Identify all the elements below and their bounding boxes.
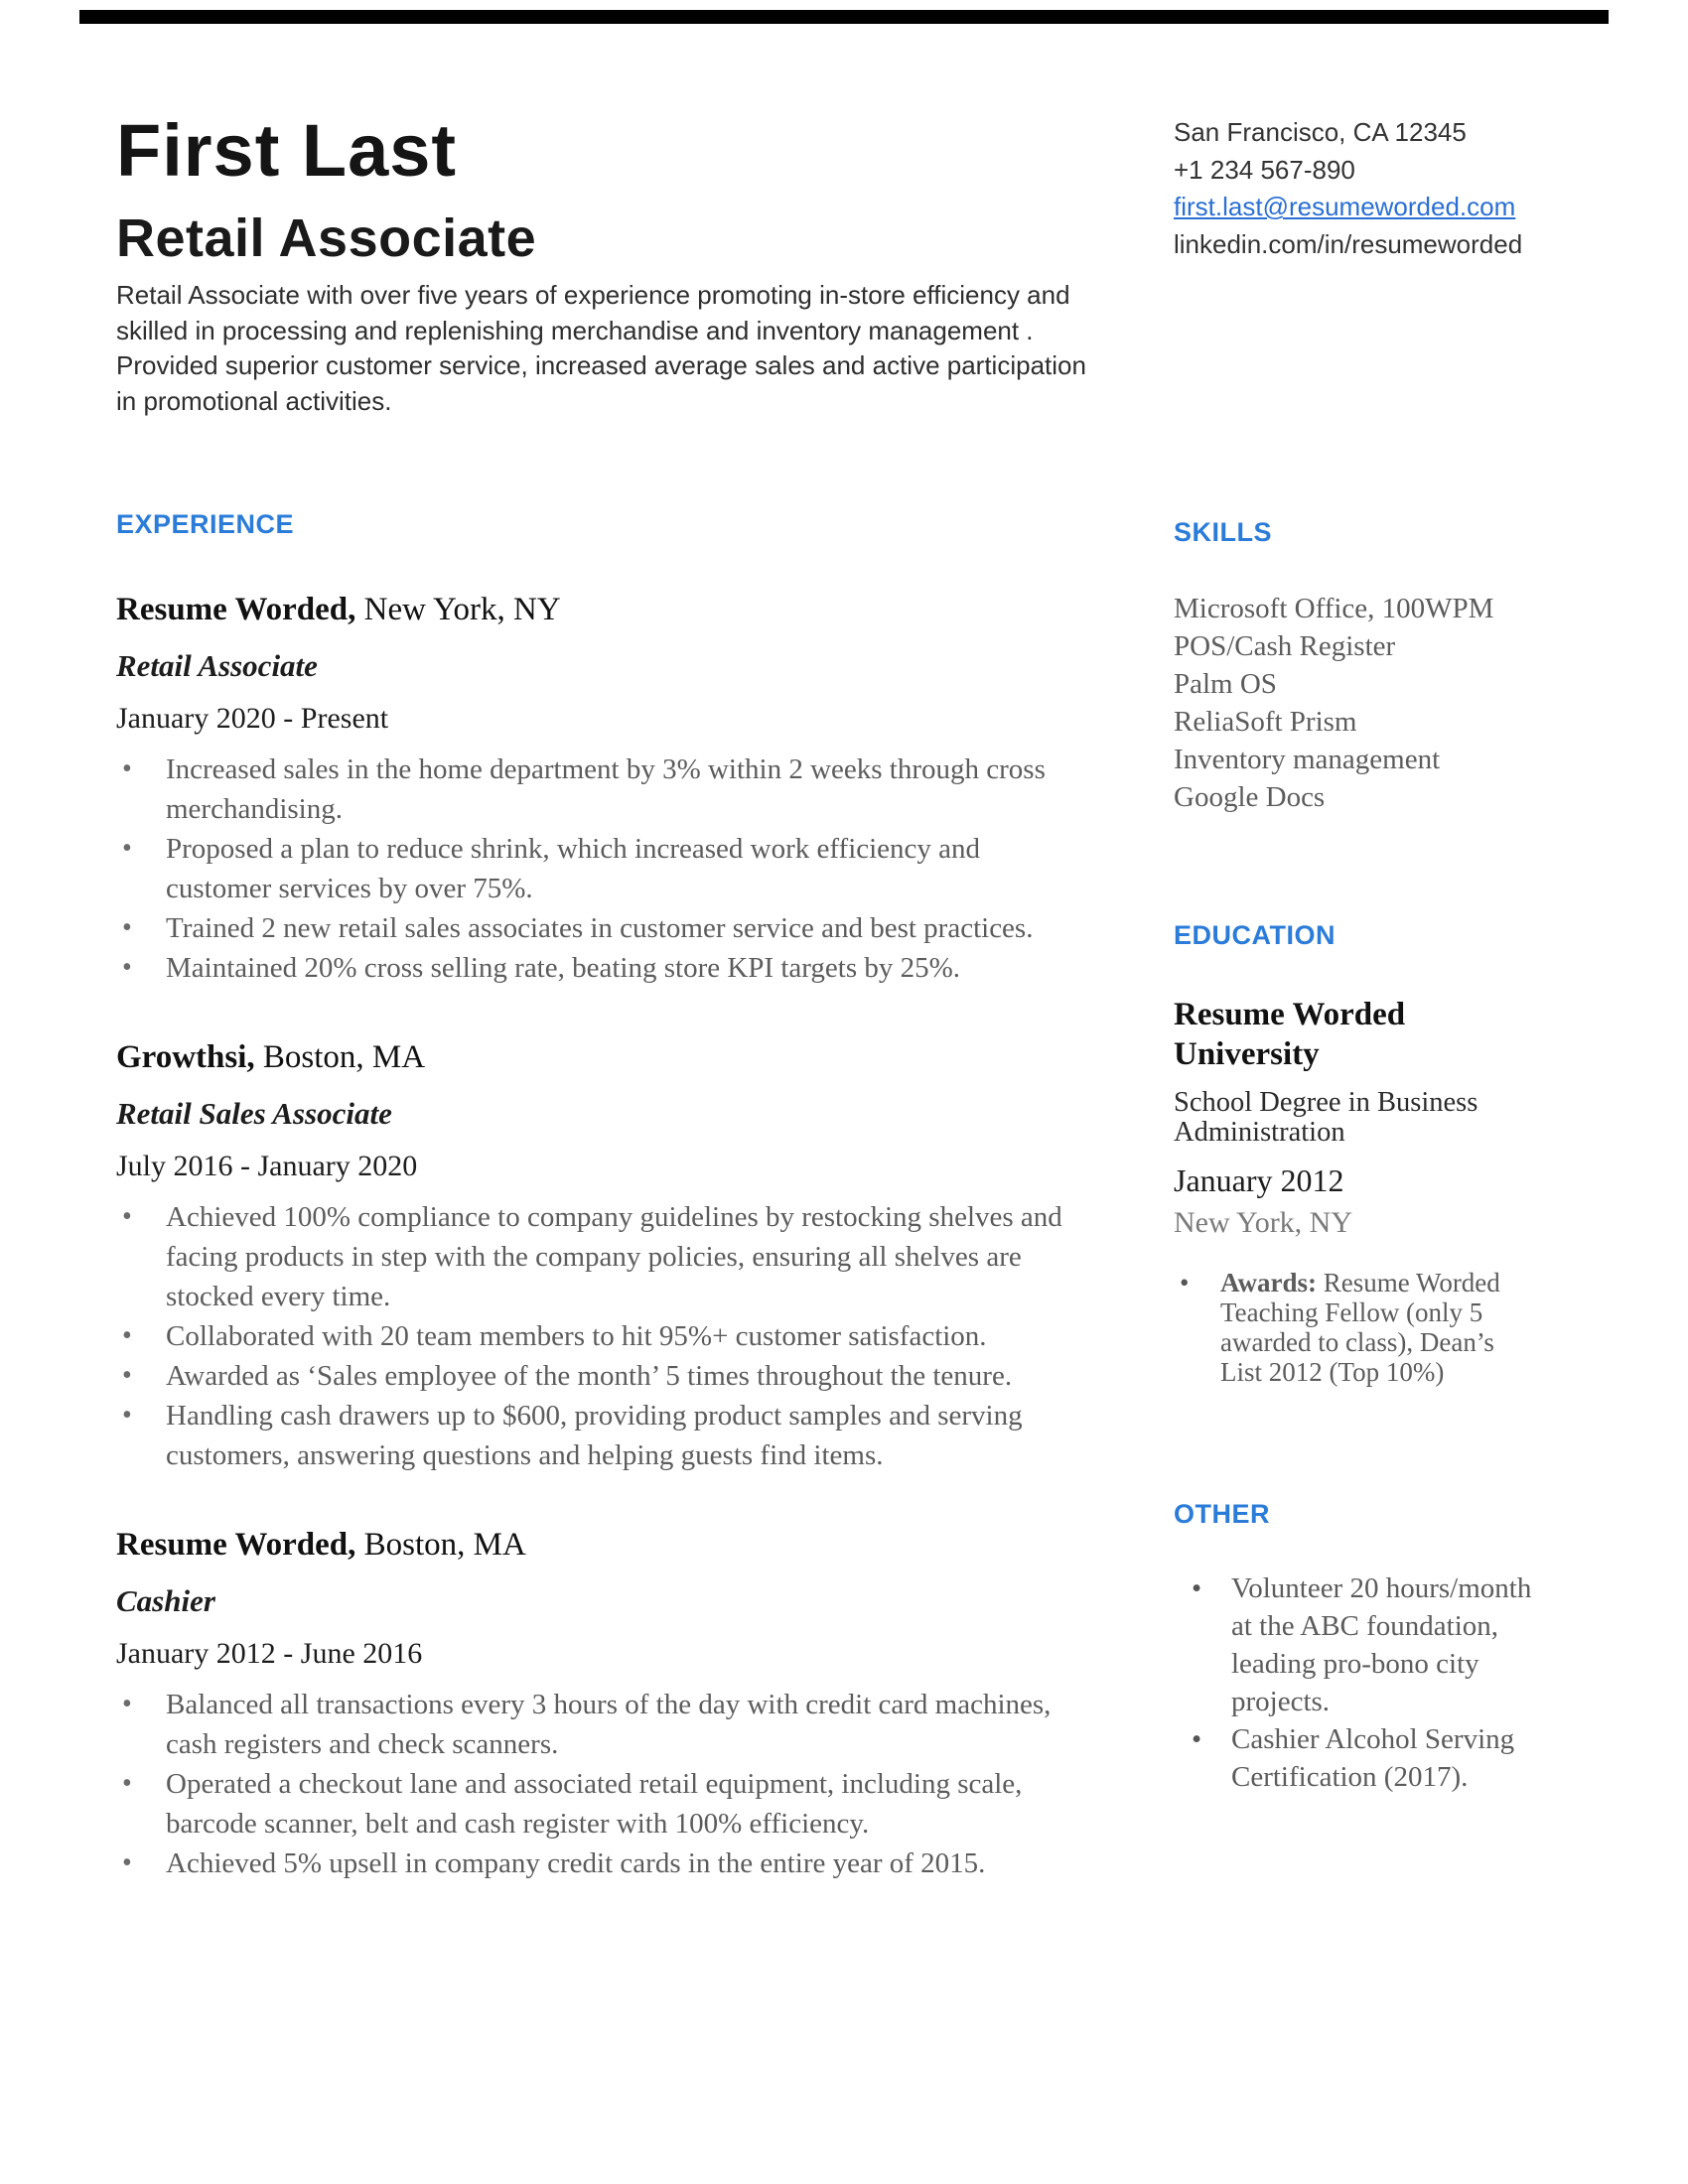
job-bullet-list: [116, 1197, 1089, 1475]
job-dates: July 2016 - January 2020: [116, 1150, 418, 1182]
award-text: Resume Worded Teaching Fellow (only 5 awarded to class), Dean’s List 2012 (Top 10%): [1220, 1268, 1500, 1387]
top-border-rule: [79, 10, 1609, 24]
skill-item: POS/Cash Register: [1174, 630, 1396, 662]
contact-location: San Francisco, CA 12345: [1174, 117, 1467, 147]
education-award: [1174, 1268, 1501, 1387]
skill-item: Google Docs: [1174, 781, 1326, 813]
job-bullet-list: [116, 1685, 1089, 1883]
education-heading: EDUCATION: [1174, 920, 1336, 950]
contact-block: [1174, 114, 1614, 419]
education-school: Resume Worded University: [1174, 997, 1406, 1072]
skill-item: Palm OS: [1174, 668, 1277, 700]
job-company-line: [116, 1037, 1089, 1078]
job-role: Cashier: [116, 1583, 215, 1618]
job-block: [116, 1525, 1089, 1883]
experience-heading: EXPERIENCE: [116, 509, 295, 539]
company-name: Resume Worded,: [116, 1527, 356, 1563]
header-left: [116, 109, 1109, 419]
award-label: Awards:: [1220, 1268, 1317, 1297]
company-location: Boston, MA: [262, 1039, 426, 1075]
education-awards-list: [1174, 1268, 1614, 1387]
job-bullet: • Operated a checkout lane and associated retail equipment, including scale, barcode scanner, belt and cash register with 100% efficiency.: [116, 1764, 1089, 1843]
contact-phone: +1 234 567-890: [1174, 154, 1355, 185]
job-bullet: • Achieved 100% compliance to company guidelines by restocking shelves and facing products in step with the company policies, ensuring all shelves are stocked every time.: [116, 1197, 1089, 1316]
skills-list: [1174, 590, 1614, 816]
job-bullet: • Handling cash drawers up to $600, providing product samples and serving customers, answering questions and helping guests find items.: [116, 1396, 1089, 1475]
education-degree: School Degree in Business Administration: [1174, 1087, 1478, 1148]
job-block: [116, 1037, 1089, 1475]
job-dates: January 2020 - Present: [116, 702, 389, 735]
job-bullet: • Proposed a plan to reduce shrink, which increased work efficiency and customer services by over 75%.: [116, 829, 1089, 908]
job-bullet: • Trained 2 new retail sales associates in customer service and best practices.: [116, 908, 1089, 948]
job-role: Retail Associate: [116, 648, 318, 683]
candidate-name: First Last: [116, 109, 458, 192]
experience-column: [116, 508, 1089, 1883]
contact-linkedin: linkedin.com/in/resumeworded: [1174, 228, 1523, 259]
summary-paragraph: Retail Associate with over five years of experience promoting in-store efficiency and skilled in processing and replenishing merchandise and inventory management . Provided superior customer service, increased average sales and active participation in promotional activities.: [116, 280, 1086, 416]
header: [116, 0, 1614, 419]
email-link[interactable]: first.last@resumeworded.com: [1174, 192, 1516, 221]
skills-heading: SKILLS: [1174, 517, 1273, 547]
skill-item: Microsoft Office, 100WPM: [1174, 593, 1494, 624]
job-bullet: • Achieved 5% upsell in company credit cards in the entire year of 2015.: [116, 1843, 1089, 1883]
job-company-line: [116, 1525, 1089, 1566]
company-name: Resume Worded,: [116, 592, 356, 627]
job-dates: January 2012 - June 2016: [116, 1637, 423, 1670]
job-bullet: • Maintained 20% cross selling rate, beating store KPI targets by 25%.: [116, 948, 1089, 988]
job-company-line: [116, 590, 1089, 630]
other-list: [1174, 1570, 1614, 1796]
other-item: • Volunteer 20 hours/month at the ABC foundation, leading pro-bono city projects.: [1174, 1570, 1539, 1720]
job-bullet: • Collaborated with 20 team members to hit 95%+ customer satisfaction.: [116, 1316, 1089, 1356]
main-columns: [116, 508, 1614, 1883]
company-location: Boston, MA: [363, 1527, 526, 1563]
education-location: New York, NY: [1174, 1206, 1353, 1239]
job-bullet: • Balanced all transactions every 3 hours of the day with credit card machines, cash registers and check scanners.: [116, 1685, 1089, 1764]
contact-email-line: [1174, 189, 1614, 226]
job-bullet: • Awarded as ‘Sales employee of the month’ 5 times throughout the tenure.: [116, 1356, 1089, 1396]
other-item: • Cashier Alcohol Serving Certification (2017).: [1174, 1720, 1539, 1796]
job-block: [116, 590, 1089, 988]
job-role: Retail Sales Associate: [116, 1096, 392, 1131]
skill-item: ReliaSoft Prism: [1174, 706, 1357, 738]
job-bullet-list: [116, 750, 1089, 988]
company-name: Growthsi,: [116, 1039, 255, 1075]
job-bullet: • Increased sales in the home department by 3% within 2 weeks through cross merchandising.: [116, 750, 1089, 829]
candidate-title: Retail Associate: [116, 208, 537, 268]
other-heading: OTHER: [1174, 1499, 1270, 1529]
sidebar-column: [1174, 508, 1614, 1883]
company-location: New York, NY: [363, 592, 561, 627]
skill-item: Inventory management: [1174, 744, 1441, 775]
education-date: January 2012: [1174, 1162, 1344, 1198]
